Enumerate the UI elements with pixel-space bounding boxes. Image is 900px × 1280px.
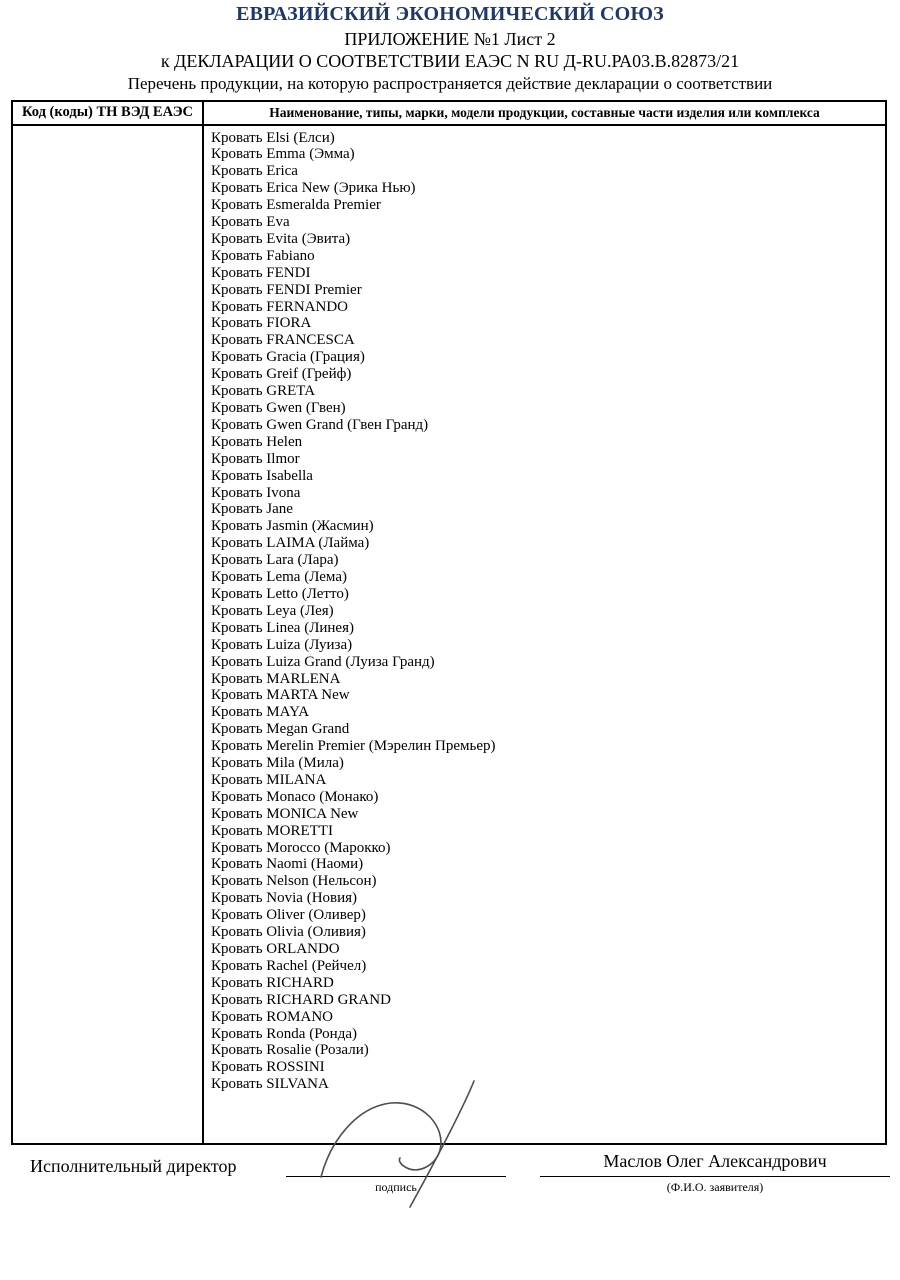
product-names-cell bbox=[204, 126, 885, 1144]
product-item: Кровать FRANCESCA bbox=[211, 332, 355, 349]
signature-caption: подпись bbox=[375, 1180, 417, 1194]
tnved-code-cell bbox=[13, 126, 204, 1144]
product-item: Кровать Gwen (Гвен) bbox=[211, 400, 346, 416]
table-body-row bbox=[13, 126, 885, 1144]
product-item: Кровать Megan Grand bbox=[211, 721, 350, 738]
product-item: Кровать Helen bbox=[211, 433, 303, 450]
col-header-tnved-code: Код (коды) ТН ВЭД ЕАЭС bbox=[13, 102, 204, 124]
product-item: Кровать GRETA bbox=[211, 383, 316, 400]
product-item: Кровать Greif (Грейф) bbox=[211, 366, 352, 383]
appendix-subtitle: ПРИЛОЖЕНИЕ №1 Лист 2 bbox=[344, 29, 556, 49]
product-item: Кровать Lema (Лема) bbox=[211, 569, 347, 586]
product-item: Кровать MAYA bbox=[211, 704, 310, 721]
product-item: Кровать Eva bbox=[211, 214, 290, 231]
product-item: Кровать Olivia (Оливия) bbox=[211, 924, 366, 941]
document-title: ЕВРАЗИЙСКИЙ ЭКОНОМИЧЕСКИЙ СОЮЗ bbox=[236, 3, 664, 25]
product-item: Кровать FIORA bbox=[211, 315, 312, 332]
product-item: Кровать Morocco (Марокко) bbox=[211, 839, 391, 856]
executive-director-label: Исполнительный директор bbox=[30, 1156, 237, 1176]
product-item: Кровать ORLANDO bbox=[211, 941, 340, 957]
product-item: Кровать MORETTI bbox=[211, 822, 333, 839]
products-table bbox=[11, 100, 887, 1145]
product-item: Кровать Letto (Летто) bbox=[211, 585, 349, 602]
product-item: Кровать LAIMA (Лайма) bbox=[211, 535, 370, 552]
product-item: Кровать Linea (Линея) bbox=[211, 619, 354, 636]
product-item: Кровать Lara (Лара) bbox=[211, 552, 339, 569]
product-item: Кровать MONICA New bbox=[211, 805, 359, 822]
product-item: Кровать Ilmor bbox=[211, 450, 300, 467]
product-item: Кровать Luiza (Луиза) bbox=[211, 636, 353, 653]
product-item: Кровать ROMANO bbox=[211, 1008, 333, 1025]
product-item: Кровать Monaco (Монако) bbox=[211, 788, 379, 805]
product-item: Кровать Rachel (Рейчел) bbox=[211, 957, 367, 974]
signature-line bbox=[286, 1176, 506, 1177]
declaration-number-subtitle: к ДЕКЛАРАЦИИ О СООТВЕТСТВИИ ЕАЭС N RU Д-RU.РА03.В.82873/21 bbox=[160, 51, 740, 71]
product-item: Кровать ROSSINI bbox=[211, 1059, 325, 1076]
applicant-name-caption: (Ф.И.О. заявителя) bbox=[666, 1180, 764, 1194]
product-item: Кровать Novia (Новия) bbox=[211, 890, 358, 907]
product-item: Кровать Gracia (Грация) bbox=[211, 349, 365, 366]
product-item: Кровать Erica bbox=[211, 163, 298, 180]
product-item: Кровать Merelin Premier (Мэрелин Премьер) bbox=[211, 738, 496, 755]
product-item: Кровать Fabiano bbox=[211, 247, 315, 264]
product-item: Кровать Oliver (Оливер) bbox=[211, 907, 366, 924]
product-item: Кровать Luiza Grand (Луиза Гранд) bbox=[211, 653, 435, 670]
product-list-subtitle: Перечень продукции, на которую распространяется действие декларации о соответствии bbox=[127, 74, 773, 93]
product-item: Кровать SILVANA bbox=[211, 1076, 329, 1093]
product-item: Кровать Jasmin (Жасмин) bbox=[211, 518, 374, 535]
product-item: Кровать Rosalie (Розали) bbox=[211, 1042, 369, 1059]
product-item: Кровать Evita (Эвита) bbox=[211, 230, 351, 247]
product-item: Кровать Nelson (Нельсон) bbox=[211, 873, 377, 890]
product-item: Кровать Ronda (Ронда) bbox=[211, 1025, 357, 1042]
col-header-product-names: Наименование, типы, марки, модели продукции, составные части изделия или комплекса bbox=[269, 105, 820, 120]
product-item: Кровать FENDI Premier bbox=[211, 281, 362, 298]
product-item: Кровать FERNANDO bbox=[211, 298, 348, 315]
product-item: Кровать Emma (Эмма) bbox=[211, 146, 355, 163]
product-item: Кровать FENDI bbox=[211, 264, 311, 281]
product-item: Кровать Esmeralda Premier bbox=[211, 197, 381, 214]
product-item: Кровать MILANA bbox=[211, 771, 327, 788]
product-item: Кровать Naomi (Наоми) bbox=[211, 856, 364, 873]
table-header-row bbox=[13, 102, 885, 126]
product-item: Кровать RICHARD GRAND bbox=[211, 991, 391, 1008]
product-item: Кровать Gwen Grand (Гвен Гранд) bbox=[211, 416, 429, 433]
product-item: Кровать Erica New (Эрика Нью) bbox=[211, 180, 416, 197]
product-item: Кровать MARTA New bbox=[211, 687, 350, 704]
applicant-name: Маслов Олег Александрович bbox=[603, 1151, 827, 1171]
product-item: Кровать MARLENA bbox=[211, 670, 341, 687]
product-item: Кровать Leya (Лея) bbox=[211, 602, 334, 619]
product-item: Кровать Isabella bbox=[211, 467, 313, 484]
product-item: Кровать Mila (Мила) bbox=[211, 755, 344, 772]
product-item: Кровать Elsi (Елси) bbox=[211, 129, 335, 146]
product-item: Кровать RICHARD bbox=[211, 974, 334, 991]
product-item: Кровать Jane bbox=[211, 501, 293, 518]
applicant-name-line bbox=[540, 1176, 890, 1177]
product-item: Кровать Ivona bbox=[211, 484, 301, 501]
